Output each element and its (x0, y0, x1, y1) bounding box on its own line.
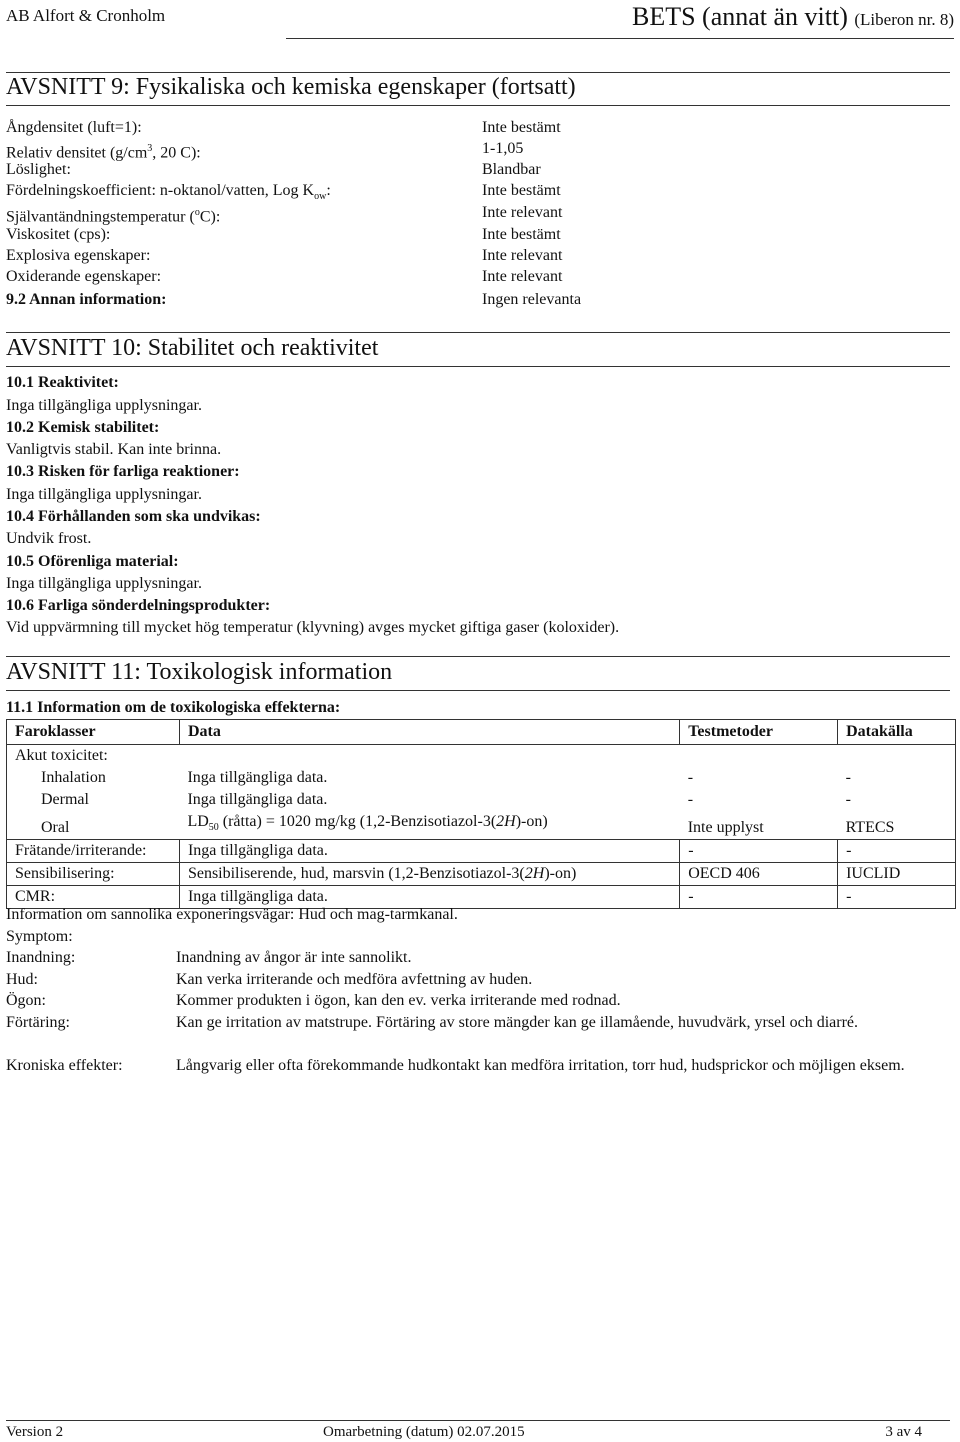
property-value: Blandbar (482, 161, 541, 178)
item-heading: 10.3 Risken för farliga reaktioner: (6, 463, 240, 480)
property-label: Oxiderande egenskaper: (6, 268, 162, 285)
property-value: Inte bestämt (482, 182, 561, 199)
table-header: Datakälla (838, 720, 956, 745)
data-cell: Inga tillgängliga data. (187, 791, 328, 808)
property-label: Ångdensitet (luft=1): (6, 119, 142, 136)
symptom-text: Inandning av ångor är inte sannolikt. (176, 949, 412, 966)
item-text: Inga tillgängliga upplysningar. (6, 486, 202, 503)
data-cell: Inga tillgängliga data. (179, 886, 679, 909)
item-text: Inga tillgängliga upplysningar. (6, 397, 202, 414)
section10-title: AVSNITT 10: Stabilitet och reaktivitet (6, 335, 379, 361)
test-method: Inte upplyst (680, 811, 838, 840)
footer-page-number: 3 av 4 (885, 1424, 922, 1440)
property-label: Relativ densitet ($g/cm^3$, 20 C): (6, 143, 201, 162)
item-text: Vid uppvärmning till mycket hög temperatur (klyvning) avges mycket giftiga gaser (koloxider). (6, 619, 620, 636)
table-row (7, 789, 956, 811)
item-heading: 10.5 Oförenliga material: (6, 553, 179, 570)
test-method: OECD 406 (680, 863, 838, 886)
property-label: Självantändningstemperatur ($^o$C): (6, 207, 221, 226)
symptom-text: Kan verka irriterande och medföra avfettning av huden. (176, 971, 533, 988)
item-heading: 10.4 Förhållanden som ska undvikas: (6, 508, 261, 525)
symptom-text: Långvarig eller ofta förekommande hudkontakt kan medföra irritation, torr hud, hudsprickor och möjligen eksem. (176, 1057, 905, 1074)
hazard-class: Inhalation (7, 767, 180, 789)
hazard-class: CMR: (7, 886, 180, 909)
data-cell: Sensibiliserende, hud, marsvin (1,2-Benzisotiazol-3(2H)-on) (179, 863, 679, 886)
property-label: Viskositet (cps): (6, 226, 111, 243)
test-method: - (680, 840, 838, 863)
test-method: - (687, 769, 694, 786)
property-label: Löslighet: (6, 161, 71, 178)
property-value: 1-1,05 (482, 140, 524, 157)
data-source: - (838, 886, 956, 909)
table-header: Faroklasser (7, 720, 180, 745)
table-row (7, 863, 956, 886)
section11-underline (6, 690, 950, 691)
test-method: - (687, 791, 694, 808)
footer-version: Version 2 (6, 1424, 64, 1440)
symptom-route: Inandning: (6, 949, 76, 966)
property-value: Inte bestämt (482, 226, 561, 243)
company-name: AB Alfort & Cronholm (6, 6, 166, 25)
data-source: IUCLID (838, 863, 956, 886)
header-rule (286, 38, 954, 39)
hazard-class: Frätande/irriterande: (7, 840, 180, 863)
data-cell: Inga tillgängliga data. (179, 840, 679, 863)
table-header: Testmetoder (680, 720, 838, 745)
property-value: Inte relevant (482, 247, 563, 264)
symptom-label: Symptom: (6, 928, 73, 945)
section9-underline (6, 105, 950, 106)
item-heading: 10.6 Farliga sönderdelningsprodukter: (6, 597, 271, 614)
data-source: - (838, 840, 956, 863)
property-label: Fördelningskoefficient: n-oktanol/vatten, Log $K_{ow}$: (6, 182, 331, 203)
section9-rule (6, 72, 950, 73)
property-value: Inte relevant (482, 204, 563, 221)
section11-title: AVSNITT 11: Toxikologisk information (6, 659, 393, 685)
section10-rule (6, 332, 950, 333)
section11-subheading: 11.1 Information om de toxikologiska effekterna: (6, 699, 341, 716)
item-text: Undvik frost. (6, 530, 92, 547)
symptom-route: Hud: (6, 971, 38, 988)
symptom-text: Kommer produkten i ögon, kan den ev. verka irriterande med rodnad. (176, 992, 621, 1009)
data-source: RTECS (838, 811, 956, 840)
footer-revision: Omarbetning (datum) 02.07.2015 (323, 1424, 525, 1440)
section9-title: AVSNITT 9: Fysikaliska och kemiska egenskaper (fortsatt) (6, 74, 576, 100)
table-header: Data (179, 720, 679, 745)
product-title: BETS (annat än vitt) (Liberon nr. 8) (631, 2, 954, 31)
exposure-routes: Information om sannolika exponeringsvägar: Hud och mag-tarmkanal. (6, 906, 458, 923)
property-value: Inte bestämt (482, 119, 561, 136)
toxicology-table (6, 719, 956, 909)
symptom-route: Förtäring: (6, 1014, 70, 1031)
acute-toxicity-label: Akut toxicitet: (7, 745, 180, 768)
symptom-route: Kroniska effekter: (6, 1057, 123, 1074)
section11-rule (6, 656, 950, 657)
footer-rule (6, 1420, 950, 1421)
item-heading: 10.2 Kemisk stabilitet: (6, 419, 160, 436)
item-heading: 10.1 Reaktivitet: (6, 374, 119, 391)
hazard-class: Sensibilisering: (7, 863, 180, 886)
symptom-route: Ögon: (6, 992, 46, 1009)
data-source: - (838, 789, 956, 811)
data-cell: Inga tillgängliga data. (187, 769, 328, 786)
table-row (7, 811, 956, 840)
test-method: - (680, 886, 838, 909)
table-row (7, 745, 956, 768)
property-label: 9.2 Annan information: (6, 291, 167, 308)
item-text: Inga tillgängliga upplysningar. (6, 575, 202, 592)
data-source: - (838, 767, 956, 789)
table-row (7, 767, 956, 789)
data-cell: $LD_{50}$ (råtta) = 1020 mg/kg (1,2-Benzisotiazol-3(2H)-on) (179, 811, 679, 840)
property-value: Inte relevant (482, 268, 563, 285)
property-value: Ingen relevanta (482, 291, 582, 308)
table-row (7, 840, 956, 863)
item-text: Vanligtvis stabil. Kan inte brinna. (6, 441, 222, 458)
table-header-row (7, 720, 956, 745)
hazard-class: Oral (7, 811, 180, 840)
hazard-class: Dermal (7, 789, 180, 811)
symptom-text: Kan ge irritation av matstrupe. Förtäring av store mängder kan ge illamående, huvudvärk, yrsel och diarré. (176, 1014, 858, 1031)
property-label: Explosiva egenskaper: (6, 247, 151, 264)
section10-underline (6, 366, 950, 367)
